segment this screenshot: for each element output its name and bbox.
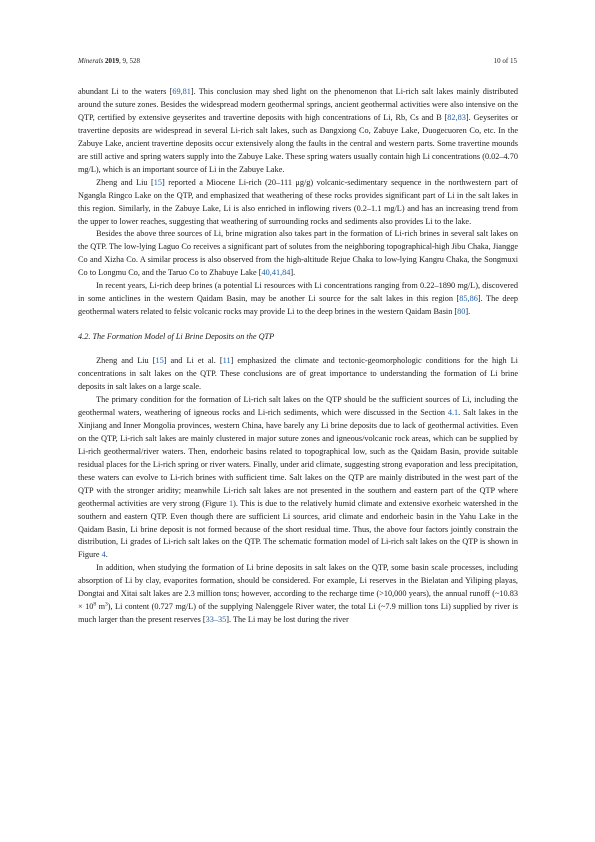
text-run: . xyxy=(105,550,108,560)
text-run: ]. xyxy=(465,307,471,317)
citation-link[interactable]: 15 xyxy=(155,356,164,366)
citation-link[interactable]: 82,83 xyxy=(447,112,466,122)
section-link[interactable]: 4.1 xyxy=(447,407,459,417)
citation-link[interactable]: 15 xyxy=(153,177,163,187)
paragraph-7 xyxy=(78,562,518,627)
figure-link[interactable]: 1 xyxy=(228,498,234,508)
page-number: 10 of 15 xyxy=(493,57,517,65)
text-run: . Salt lakes in the Xinjiang and Inner Mongolia provinces, western China, have barely any Li brine deposits due to lack of geothermal activities. Even on the QTP, Li-rich salt lakes are mainly clustered in major suture zones and igneous/volcanic rock areas, which can be supplied by Li-rich geothermal/river waters. Then, endorheic basins related to topographical low, such as the Qaidam Basin, provide suitable residual places for the Li-rich spring or river waters. Finally, under arid climate, suggesting strong evaporation and less precipitation, these waters can evolve to Li-rich brines with sufficient time. Salt lakes on the QTP are mainly distributed in the west part of the QTP with the stronger aridity; meanwhile Li-rich salt lakes are not presented in the southern and eastern part of the QTP where geothermal activities are very strong (Figure xyxy=(78,407,518,508)
paragraph-3 xyxy=(78,228,518,280)
paragraph-5 xyxy=(78,355,518,394)
text-run: In addition, when studying the formation of Li brine deposits in salt lakes on the QTP, some basin scale processes, including absorption of Li by clay, evaporites formation, should be considered. For example, Li reserves in the Bielatan and Yiliping playas, Dongtai and Xitai salt lakes are 2.3 million tons; however, according to the recharge time (>10,000 years), the annual runoff (~10.83 × 10 xyxy=(78,563,518,612)
text-run: ] and Li et al. [ xyxy=(163,356,223,366)
article-body xyxy=(78,86,518,627)
paragraph-2 xyxy=(78,177,518,229)
citation-link[interactable]: 33–35 xyxy=(205,615,227,625)
text-run: ]. The Li may be lost during the river xyxy=(226,615,349,625)
text-run: ]. xyxy=(290,268,296,278)
journal-volume: , 9, 528 xyxy=(119,57,141,65)
text-run: ). This is due to the relatively humid climate and extensive exorheic watershed in the southern and eastern QTP. Even though there are sufficient Li sources, arid climate and endorheic basin in the Yahu Lake in the Qaidam Basin, Li brine deposit is not formed because of the short residual time. Thus, the above four factors jointly constrain the distribution, Li grades of Li-rich salt lakes on the QTP. The schematic formation model of Li-rich salt lakes on the QTP is shown in Figure xyxy=(78,498,518,560)
citation-link[interactable]: 85,86 xyxy=(459,294,478,304)
text-run: Besides the above three sources of Li, brine migration also takes part in the formation of Li-rich brines in several salt lakes on the QTP. The low-lying Laguo Co receives a significant part of solutes from the neighboring topographical-high Jibu Chaka, Jiangge Co and Xizha Co. A similar process is also observed from the high-altitude Rejue Chaka to low-lying Kangru Chaka, the Songmuxi Co to Longmu Co, and the Taruo Co to Zhabuye Lake [ xyxy=(78,229,518,278)
section-heading: 4.2. The Formation Model of Li Brine Deposits on the QTP xyxy=(78,332,275,342)
citation-link[interactable]: 11 xyxy=(222,356,231,366)
text-run: In recent years, Li-rich deep brines (a potential Li resources with Li concentrations ranging from 0.22–1890 mg/L), discovered in some anticlines in the western Qaidam Basin, may be another Li source for the salt lakes in this region [ xyxy=(78,281,518,304)
text-run: ]. This conclusion may shed light on the phenomenon that Li-rich salt lakes mainly distributed around the suture zones. Besides the widespread modern geothermal springs, ancient geothermal activities were also intensive on the QTP, certified by extensive geyserites and travertine deposits with high concentrations of Li, Rb, Cs and B [ xyxy=(78,87,518,122)
superscript: 8 xyxy=(93,601,97,608)
citation-link[interactable]: 80 xyxy=(457,307,466,317)
paragraph-4 xyxy=(78,280,518,319)
text-run: ]. Geyserites or travertine deposits are widespread in several Li-rich salt lakes, such as Dangxiong Co, Zabuye Lake, Duogecuoren Co, etc. In the Zabuye Lake, ancient travertine deposits occur extensively along the faults in the central and western parts. Some travertine mounds are still active and spring waters supply into the Zabuye Lake. These spring waters usually contain high Li concentrations (0.02–4.70 mg/L), which is an important source of Li in the Zabuye Lake. xyxy=(78,112,518,174)
journal-citation xyxy=(78,57,140,66)
figure-link[interactable]: 4 xyxy=(101,550,106,560)
superscript: 3 xyxy=(105,601,108,608)
text-run: Zheng and Liu [ xyxy=(96,356,156,366)
journal-year: 2019 xyxy=(105,57,120,65)
journal-name: Minerals xyxy=(78,57,104,65)
paragraph-1 xyxy=(78,86,518,177)
text-run: ] reported a Miocene Li-rich (20–111 μg/g) volcanic-sedimentary sequence in the northwestern part of Ngangla Ringco Lake on the QTP, and emphasized that weathering of these rocks provides significant part of Li in the salt lakes in this region. Similarly, in the Zabuye Lake, Li is also enriched in inflowing rivers (0.2–1.1 mg/L) and has an increasing trend from the upper to lower reaches, suggesting that weathering of surrounding rocks and sediments also provides Li to the lake. xyxy=(78,177,518,226)
text-run: abundant Li to the waters [ xyxy=(78,87,173,96)
text-run: The primary condition for the formation of Li-rich salt lakes on the QTP should be the sufficient sources of Li, including the geothermal waters, weathering of igneous rocks and Li-rich sediments, which were discussed in the Section xyxy=(78,394,518,417)
text-run: ] emphasized the climate and tectonic-geomorphologic conditions for the high Li concentrations in salt lakes on the QTP. These conclusions are of great importance to understanding the formation of Li brine deposits in salt lakes on a large scale. xyxy=(78,356,518,392)
text-run: ), Li content (0.727 mg/L) of the supplying Nalenggele River water, the total Li (~7.9 million tons Li) supplied by river is much larger than the present reserves [ xyxy=(78,602,518,625)
running-header xyxy=(78,57,517,66)
text-run: m xyxy=(96,602,106,612)
text-run: ]. The deep geothermal waters related to felsic volcanic rocks may provide Li to the deep brines in the western Qaidam Basin [ xyxy=(78,294,518,317)
citation-link[interactable]: 40,41,84 xyxy=(261,268,291,278)
text-run: Zheng and Liu [ xyxy=(96,177,154,187)
paragraph-6 xyxy=(78,394,518,562)
citation-link[interactable]: 69,81 xyxy=(172,87,191,96)
